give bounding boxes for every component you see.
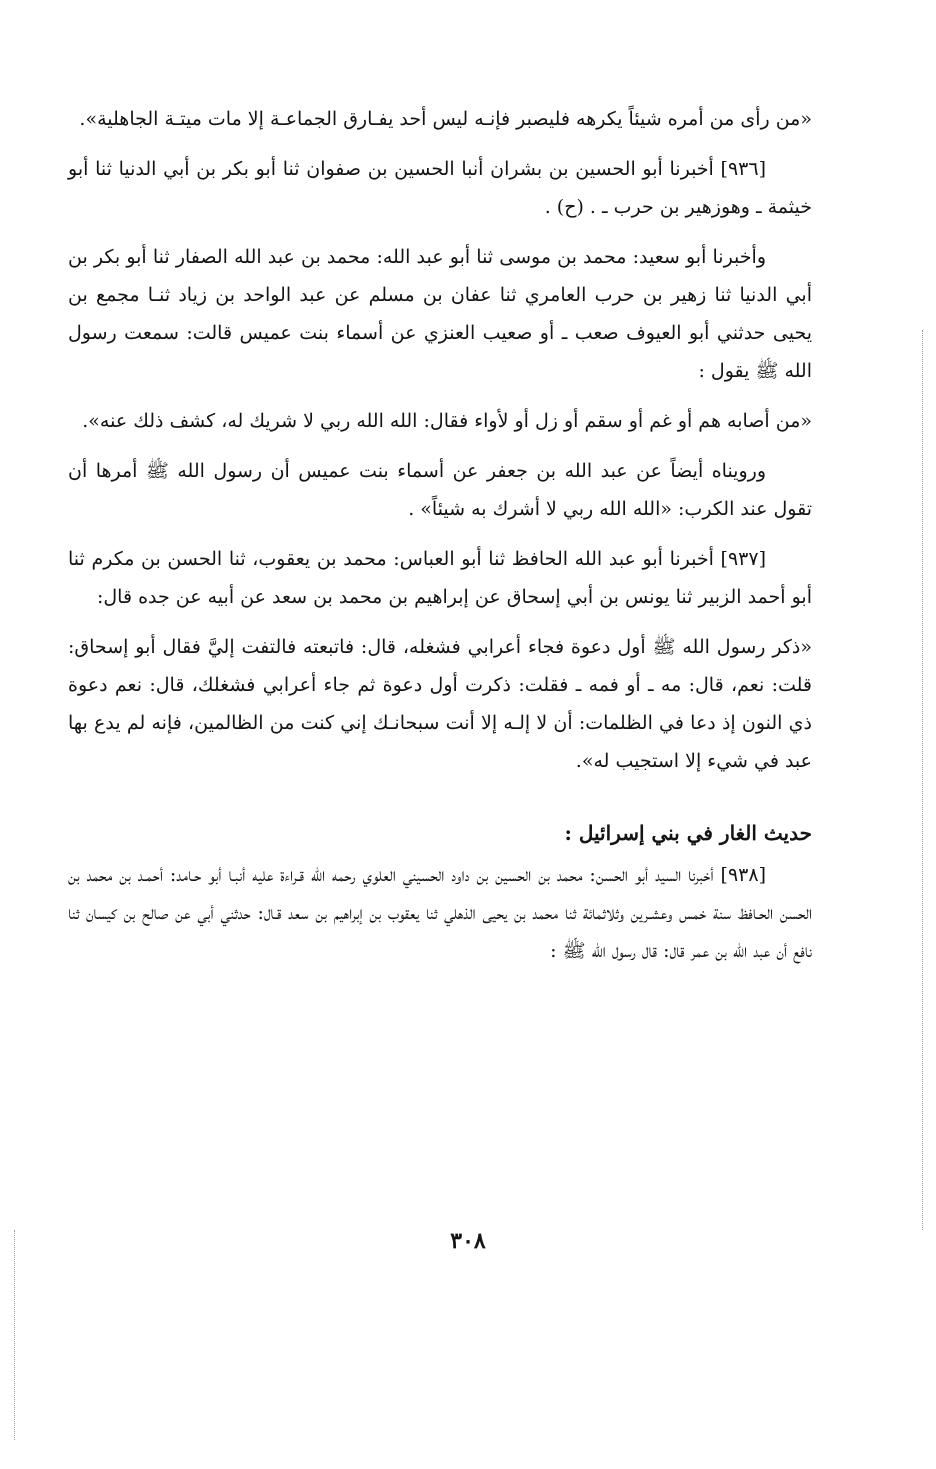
section-heading-cave-story: حديث الغار في بني إسرائيل : (564, 821, 812, 845)
paragraph-quote-jahiliyya: «من رأى من أمره شيئاً يكرهه فليصبر فإنـه ليس أحد يفـارق الجماعـة إلا مات ميتـة الجاهلية». (79, 108, 812, 130)
paragraph-karb: ورويناه أيضاً عن عبد الله بن جعفر عن أسماء بنت عميس أن رسول الله ﷺ أمرها أن تقول عند الكرب: «الله الله ربي لا أشرك به شيئاً» . (68, 460, 812, 520)
paragraph-chain-abu-said: وأخبرنا أبو سعيد: محمد بن موسى ثنا أبو عبد الله: محمد بن عبد الله الصفار ثنا أبو بكر بن أبي الدنيا ثنا زهير بن حرب العامري ثنا عفان بن مسلم عن عبد الواحد بن زياد ثنـا مجمع بن يحيى حدثني أبو العيوف صعب ـ أو صعيب العنزي عن أسماء بنت عميس قالت: سمعت رسول الله ﷺ يقول : (68, 246, 813, 382)
paragraph-hadith-937: [٩٣٧] أخبرنا أبو عبد الله الحافظ ثنا أبو العباس: محمد بن يعقوب، ثنا الحسن بن مكرم ثنا أبو أحمد الزبير ثنا يونس بن أبي إسحاق عن إبراهيم بن محمد بن سعد عن أبيه عن جده قال: (68, 548, 812, 608)
scan-margin-dots-left (14, 1230, 15, 1440)
paragraph-hadith-938: [٩٣٨] أخبرنا السيد أبو الحسن: محمد بن الحسين بن داود الحسيني العلوي رحمه الله قـراءة عليه أنبـا أبو حـامد: أحمـد بن محمد بن الحسن الحـافظ سنة خمس وعشـرين وثلاثمائة ثنا محمد بن يحيى الذهلي ثنا يعقوب بن إبراهيم بن سعد قـال: حدثني أبي عن صالح بن كيسان ثنا نافع أن عبد الله بن عمر قال: قال رسول الله ﷺ : (68, 864, 812, 962)
paragraph-hadith-936: [٩٣٦] أخبرنا أبو الحسين بن بشران أنبا الحسين بن صفوان ثنا أبو بكر بن أبي الدنيا ثنا أبو خيثمة ـ وهوزهير بن حرب ـ . (ح) . (68, 158, 812, 218)
page-number: ٣٠٨ (450, 1228, 486, 1254)
paragraph-quote-dhun-nun: «ذكر رسول الله ﷺ أول دعوة فجاء أعرابي فشغله، قال: فاتبعته فالتفت إليَّ فقال أبو إسحاق: قلت: نعم، قال: مه ـ أو فمه ـ فقلت: ذكرت أول دعوة ثم جاء أعرابي فشغلك، قال: نعم دعوة ذي النون إذ دعا في الظلمات: أن لا إلـه إلا أنت سبحانـك إني كنت من الظالمين، فإنه لم يدع بها عبد في شيء إلا استجيب له». (68, 636, 812, 772)
page-text-body (68, 100, 812, 982)
scan-margin-dots-right (922, 330, 923, 1230)
paragraph-quote-hamm: «من أصابه هم أو غم أو سقم أو زل أو لأواء فقال: الله الله ربي لا شريك له، كشف ذلك عنه». (82, 410, 812, 432)
